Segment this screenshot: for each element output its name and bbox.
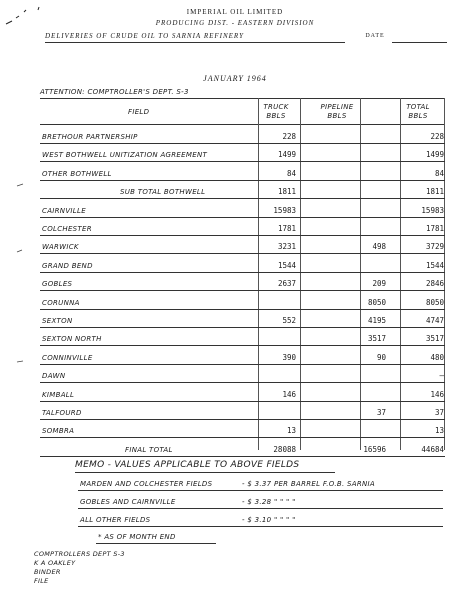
row-truck-value: 28088 bbox=[273, 444, 296, 454]
memo-line1-label: MARDEN AND COLCHESTER FIELDS bbox=[80, 480, 213, 488]
row-total-value: 13 bbox=[434, 426, 444, 436]
memo-rule-2 bbox=[78, 508, 443, 509]
table-row bbox=[40, 236, 445, 254]
row-pipeline-value: 209 bbox=[372, 279, 386, 289]
row-truck-value: 552 bbox=[282, 316, 296, 325]
memo-line2-label: GOBLES AND CAIRNVILLE bbox=[80, 498, 176, 506]
row-field-name: BRETHOUR PARTNERSHIP bbox=[42, 133, 138, 141]
column-header-pipeline: PIPELINE BBLS bbox=[320, 103, 354, 120]
row-total-value: 3729 bbox=[425, 242, 444, 252]
row-pipeline-value: 8050 bbox=[367, 297, 386, 307]
date-underline bbox=[392, 42, 447, 43]
division-name: PRODUCING DIST. - EASTERN DIVISION bbox=[155, 19, 315, 27]
table-top-rule bbox=[40, 98, 445, 99]
company-name: IMPERIAL OIL LIMITED bbox=[186, 8, 284, 16]
memo-title: MEMO - VALUES APPLICABLE TO ABOVE FIELDS bbox=[75, 460, 300, 470]
table-row bbox=[40, 255, 445, 273]
row-total-value: 228 bbox=[430, 132, 444, 141]
row-truck-value: 3231 bbox=[277, 242, 296, 252]
memo-line2-value: - $ 3.28 " " " " bbox=[242, 498, 296, 506]
report-date: JANUARY 1964 bbox=[203, 74, 267, 83]
row-total-value: 2846 bbox=[425, 279, 444, 289]
row-pipeline-value: 498 bbox=[372, 242, 386, 252]
table-row bbox=[40, 292, 445, 310]
row-field-name: GOBLES bbox=[42, 280, 73, 289]
table-row bbox=[40, 365, 445, 383]
row-field-name: DAWN bbox=[42, 372, 66, 381]
memo-line1-value: - $ 3.37 PER BARREL F.O.B. SARNIA bbox=[242, 480, 375, 488]
row-total-value: 480 bbox=[430, 352, 444, 362]
row-total-value: 1544 bbox=[425, 260, 444, 270]
table-row bbox=[40, 310, 445, 328]
distribution-line-3: BINDER bbox=[34, 568, 61, 576]
table-row bbox=[40, 200, 445, 218]
row-field-name: COLCHESTER bbox=[42, 225, 92, 233]
row-field-name: SUB TOTAL BOTHWELL bbox=[120, 188, 206, 197]
row-truck-value: 2637 bbox=[277, 279, 296, 289]
row-truck-value: 13 bbox=[286, 426, 296, 436]
row-total-value: — bbox=[439, 371, 444, 381]
report-title: DELIVERIES OF CRUDE OIL TO SARNIA REFINERY bbox=[45, 32, 244, 40]
table-row bbox=[40, 163, 445, 181]
date-label: DATE bbox=[365, 33, 385, 39]
row-total-value: 84 bbox=[434, 168, 444, 178]
row-field-name: SEXTON NORTH bbox=[42, 335, 102, 344]
row-field-name: CAIRNVILLE bbox=[42, 206, 86, 215]
row-field-name: CORUNNA bbox=[42, 298, 80, 307]
row-truck-value: 1781 bbox=[277, 224, 296, 233]
table-row bbox=[40, 384, 445, 402]
table-row bbox=[40, 402, 445, 420]
title-underline bbox=[45, 42, 345, 43]
row-total-value: 3517 bbox=[425, 334, 444, 344]
table-row bbox=[40, 126, 445, 144]
row-pipeline-value: 90 bbox=[376, 352, 386, 362]
table-row bbox=[40, 218, 445, 236]
memo-line3-label: ALL OTHER FIELDS bbox=[80, 516, 151, 524]
row-pipeline-value: 16596 bbox=[363, 444, 386, 454]
column-header-truck: TRUCK BBLS bbox=[263, 103, 289, 120]
row-truck-value: 1811 bbox=[277, 187, 296, 197]
row-pipeline-value: 3517 bbox=[367, 334, 386, 344]
table-row bbox=[40, 144, 445, 162]
row-total-value: 1781 bbox=[425, 224, 444, 233]
memo-rule-3 bbox=[78, 526, 443, 527]
row-truck-value: 1499 bbox=[277, 150, 296, 160]
row-total-value: 4747 bbox=[425, 316, 444, 325]
row-total-value: 8050 bbox=[425, 297, 444, 307]
table-row bbox=[40, 420, 445, 438]
row-total-value: 15983 bbox=[421, 205, 444, 215]
row-truck-value: 146 bbox=[282, 389, 296, 399]
row-total-value: 44684 bbox=[421, 444, 444, 454]
row-field-name: WARWICK bbox=[42, 243, 79, 252]
row-truck-value: 228 bbox=[282, 132, 296, 141]
row-field-name: FINAL TOTAL bbox=[125, 445, 173, 454]
row-truck-value: 1544 bbox=[277, 260, 296, 270]
row-field-name: WEST BOTHWELL UNITIZATION AGREEMENT bbox=[42, 151, 208, 160]
row-total-value: 1499 bbox=[425, 150, 444, 160]
row-field-name: SOMBRA bbox=[42, 427, 75, 436]
row-total-value: 1811 bbox=[425, 187, 444, 197]
row-field-name: OTHER BOTHWELL bbox=[42, 169, 112, 178]
distribution-line-1: COMPTROLLERS DEPT S-3 bbox=[34, 550, 125, 558]
attention-line: ATTENTION: COMPTROLLER'S DEPT. S-3 bbox=[40, 88, 189, 96]
table-row bbox=[40, 328, 445, 346]
table-row bbox=[40, 347, 445, 365]
row-field-name: SEXTON bbox=[42, 317, 73, 325]
table-row bbox=[40, 181, 445, 199]
row-truck-value: 15983 bbox=[273, 205, 296, 215]
row-pipeline-value: 37 bbox=[376, 408, 386, 417]
column-header-total: TOTAL BBLS bbox=[406, 103, 430, 120]
row-pipeline-value: 4195 bbox=[367, 316, 386, 325]
row-truck-value: 390 bbox=[282, 352, 296, 362]
column-header-field: FIELD bbox=[128, 108, 150, 116]
row-field-name: GRAND BEND bbox=[42, 261, 93, 270]
memo-underline bbox=[75, 472, 335, 473]
memo-rule-4 bbox=[96, 543, 216, 544]
memo-rule-1 bbox=[78, 490, 443, 491]
table-row bbox=[40, 273, 445, 291]
row-truck-value: 84 bbox=[286, 168, 296, 178]
row-field-name: TALFOURD bbox=[42, 409, 82, 417]
distribution-line-4: FILE bbox=[34, 577, 49, 585]
final-total-row bbox=[40, 439, 445, 457]
row-rule bbox=[40, 456, 445, 457]
row-total-value: 37 bbox=[434, 408, 444, 417]
table-header-rule bbox=[40, 124, 445, 125]
memo-footnote: * AS OF MONTH END bbox=[98, 533, 176, 541]
row-field-name: CONNINVILLE bbox=[42, 353, 93, 362]
row-total-value: 146 bbox=[430, 389, 444, 399]
memo-line3-value: - $ 3.10 " " " " bbox=[242, 516, 296, 524]
distribution-line-2: K A OAKLEY bbox=[34, 559, 76, 567]
row-field-name: KIMBALL bbox=[42, 390, 75, 399]
